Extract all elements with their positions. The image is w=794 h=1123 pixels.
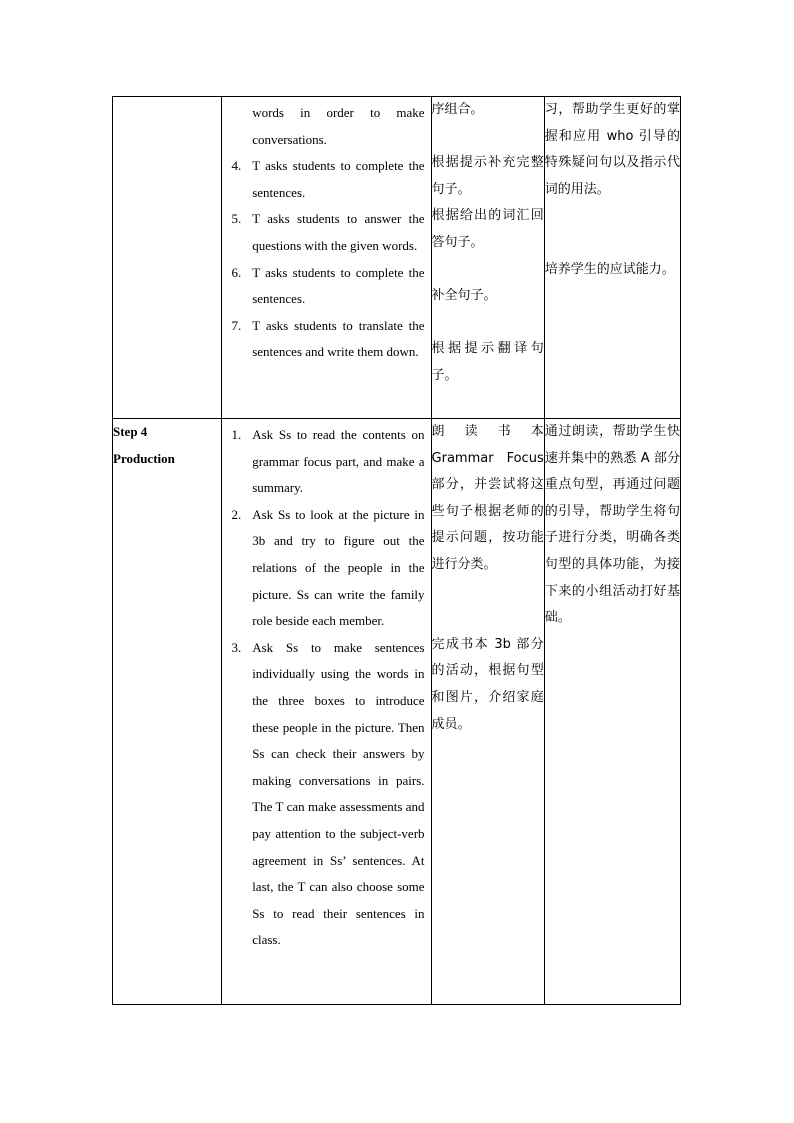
table-row — [113, 419, 681, 1005]
activity-cell — [431, 419, 544, 1005]
procedure-text: Ask Ss to make sentences individually using the words in the three boxes to introduce these people in the picture. Then Ss can check their answers by making conversations in pairs. The T can make assessments and pay attention to the subject-verb agreement in Ss’ sentences. At last, the T can also choose some Ss to read their sentences in class. — [252, 639, 425, 948]
procedure-number: 1. — [231, 427, 242, 442]
procedure-cell — [222, 97, 431, 419]
list-item — [222, 422, 424, 502]
activity-text: 朗读书本 Grammar Focus 部分，并尝试将这些句子根据老师的提示问题，按功能进行分类。 — [431, 424, 544, 572]
activity-text: 根据提示翻译句子。 — [431, 341, 544, 383]
list-item — [222, 260, 424, 313]
procedure-text: T asks students to complete the sentences. — [252, 158, 425, 200]
purpose-text: 培养学生的应试能力。 — [544, 261, 675, 277]
list-item — [222, 153, 424, 206]
list-item — [222, 313, 424, 366]
activity-text: 根据提示补充完整句子。 — [431, 155, 544, 197]
table-row — [113, 97, 681, 419]
procedure-text: T asks students to answer the questions with the given words. — [252, 211, 425, 253]
list-item — [222, 635, 424, 954]
step-label: Step 4 — [113, 424, 148, 439]
step-cell — [113, 419, 222, 1005]
procedure-text: Ask Ss to read the contents on grammar focus part, and make a summary. — [252, 427, 425, 496]
lesson-plan-table — [112, 96, 681, 1005]
step-name: Production — [113, 450, 175, 466]
step-cell — [113, 97, 222, 419]
procedure-list — [222, 97, 430, 368]
activity-text: 完成书本 3b 部分的活动，根据句型和图片，介绍家庭成员。 — [431, 636, 544, 732]
activity-text: 根据给出的词汇回答句子。 — [431, 208, 544, 250]
list-item — [222, 100, 424, 153]
procedure-number: 4. — [231, 158, 242, 174]
list-item — [222, 206, 424, 259]
procedure-number: 3. — [231, 639, 242, 655]
list-item — [222, 502, 424, 635]
purpose-cell — [544, 97, 680, 419]
procedure-text: T asks students to complete the sentences. — [252, 264, 425, 307]
procedure-number: 2. — [231, 506, 242, 522]
procedure-text: words in order to make conversations. — [252, 105, 425, 147]
procedure-number: 5. — [231, 211, 242, 227]
activity-text: 补全句子。 — [431, 288, 497, 304]
procedure-cell — [222, 419, 431, 1005]
procedure-number: 7. — [231, 317, 242, 333]
procedure-text: T asks students to translate the sentences and write them down. — [252, 317, 425, 360]
procedure-number: 6. — [231, 264, 242, 280]
procedure-list — [222, 419, 430, 956]
activity-text: 序组合。 — [431, 102, 484, 117]
procedure-text: Ask Ss to look at the picture in 3b and try to figure out the relations of the people in the picture. Ss can write the family role beside each member. — [252, 506, 425, 629]
activity-cell — [431, 97, 544, 419]
purpose-cell — [544, 419, 680, 1005]
purpose-text: 习，帮助学生更好的掌握和应用 who 引导的特殊疑问句以及指示代词的用法。 — [544, 102, 680, 197]
purpose-text: 通过朗读，帮助学生快速并集中的熟悉 A 部分重点句型，再通过问题的引导，帮助学生将句子进行分类，明确各类句型的具体功能，为接下来的小组活动打好基础。 — [544, 424, 680, 626]
